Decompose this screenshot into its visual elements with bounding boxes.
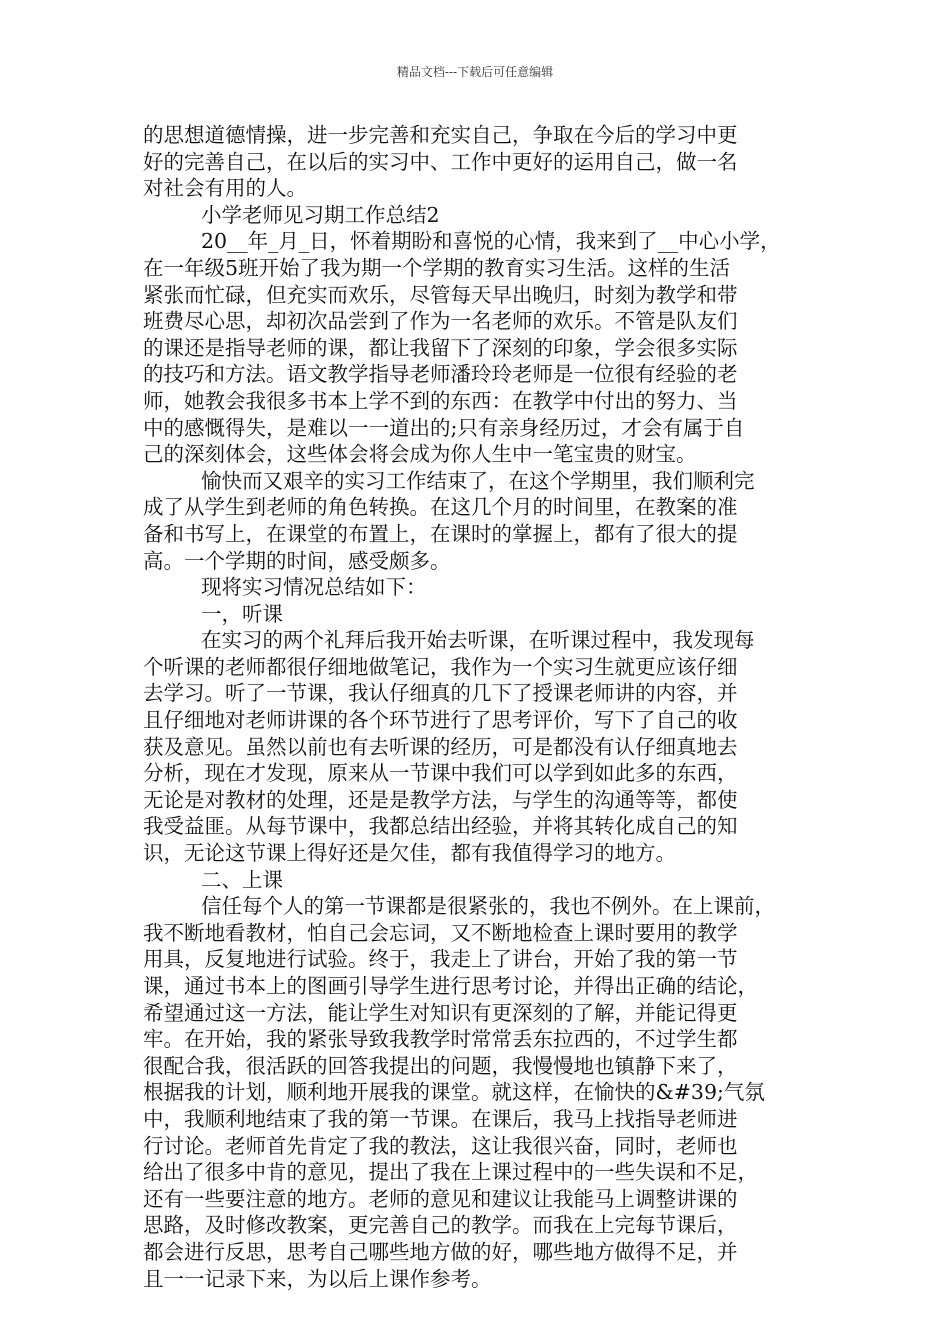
text-line: 课，通过书本上的图画引导学生进行思考讨论，并得出正确的结论， (143, 974, 758, 998)
document-body (143, 122, 809, 1292)
text-line: 在实习的两个礼拜后我开始去听课，在听课过程中，我发现每 (201, 628, 755, 653)
text-line: 愉快而又艰辛的实习工作结束了，在这个学期里，我们顺利完 (201, 468, 755, 493)
text-line: 好的完善自己，在以后的实习中、工作中更好的运用自己，做一名 (143, 149, 738, 174)
text-line: 二、上课 (201, 867, 283, 892)
text-line: 个听课的老师都很仔细地做笔记，我作为一个实习生就更应该仔细 (143, 654, 738, 679)
text-line: 信任每个人的第一节课都是很紧张的，我也不例外。在上课前， (201, 894, 775, 919)
text-line: 行讨论。老师首先肯定了我的教法，这让我很兴奋，同时，老师也 (143, 1133, 738, 1158)
text-line: 根据我的计划，顺利地开展我的课堂。就这样，在愉快的&#39;气氛 (143, 1080, 765, 1105)
text-line: 且一一记录下来，为以后上课作参考。 (143, 1266, 492, 1291)
text-line: 的思想道德情操，进一步完善和充实自己，争取在今后的学习中更 (143, 123, 738, 147)
text-line: 备和书写上，在课堂的布置上，在课时的掌握上，都有了很大的提 (143, 521, 738, 546)
text-line: 识，无论这节课上得好还是欠佳，都有我值得学习的地方。 (143, 841, 676, 866)
text-line: 在一年级5班开始了我为期一个学期的教育实习生活。这样的生活 (143, 255, 731, 280)
page-header: 精品文档---下载后可任意编辑 (396, 65, 554, 79)
text-line: 思路，及时修改教案，更完善自己的教学。而我在上完每节课后， (143, 1213, 738, 1238)
text-line: 希望通过这一方法，能让学生对知识有更深刻的了解，并能记得更 (143, 1000, 738, 1025)
text-line: 班费尽心思，却初次品尝到了作为一名老师的欢乐。不管是队友们 (143, 309, 738, 334)
text-line: 去学习。听了一节课，我认仔细真的几下了授课老师讲的内容，并 (143, 681, 738, 706)
text-line: 一，听课 (201, 601, 283, 626)
text-line: 很配合我，很活跃的回答我提出的问题，我慢慢地也镇静下来了， (143, 1053, 738, 1078)
text-line: 我不断地看教材，怕自己会忘词，又不断地检查上课时要用的教学 (143, 920, 738, 945)
text-line: 分析，现在才发现，原来从一节课中我们可以学到如此多的东西， (143, 761, 738, 786)
text-line: 牢。在开始，我的紧张导致我教学时常常丢东拉西的，不过学生都 (143, 1027, 738, 1052)
text-line: 对社会有用的人。 (143, 176, 307, 201)
text-line: 且仔细地对老师讲课的各个环节进行了思考评价，写下了自己的收 (143, 708, 738, 733)
text-line: 都会进行反思，思考自己哪些地方做的好，哪些地方做得不足，并 (143, 1239, 738, 1264)
text-line: 己的深刻体会，这些体会将会成为你人生中一笔宝贵的财宝。 (143, 442, 697, 467)
text-line: 小学老师见习期工作总结2 (201, 202, 440, 227)
text-line: 高。一个学期的时间，感受颇多。 (143, 548, 451, 573)
text-line: 20__年_月_日，怀着期盼和喜悦的心情，我来到了__中心小学， (201, 229, 781, 254)
text-line: 给出了很多中肯的意见，提出了我在上课过程中的一些失误和不足， (143, 1160, 758, 1185)
text-line: 还有一些要注意的地方。老师的意见和建议让我能马上调整讲课的 (143, 1186, 738, 1211)
text-line: 的课还是指导老师的课，都让我留下了深刻的印象，学会很多实际 (143, 335, 738, 360)
text-line: 用具，反复地进行试验。终于，我走上了讲台，开始了我的第一节 (143, 947, 738, 972)
text-line: 成了从学生到老师的角色转换。在这几个月的时间里，在教案的准 (143, 495, 738, 520)
text-line: 现将实习情况总结如下： (201, 575, 427, 600)
text-line: 获及意见。虽然以前也有去听课的经历，可是都没有认仔细真地去 (143, 734, 738, 759)
text-line: 紧张而忙碌，但充实而欢乐，尽管每天早出晚归，时刻为教学和带 (143, 282, 738, 307)
text-line: 我受益匪。从每节课中，我都总结出经验，并将其转化成自己的知 (143, 814, 738, 839)
text-line: 师，她教会我很多书本上学不到的东西：在教学中付出的努力、当 (143, 388, 738, 413)
text-line: 中，我顺利地结束了我的第一节课。在课后，我马上找指导老师进 (143, 1106, 738, 1131)
text-line: 中的感慨得失，是难以一一道出的;只有亲身经历过，才会有属于自 (143, 415, 745, 440)
text-line: 的技巧和方法。语文教学指导老师潘玲玲老师是一位很有经验的老 (143, 362, 738, 387)
text-line: 无论是对教材的处理，还是是教学方法，与学生的沟通等等，都使 (143, 787, 738, 812)
